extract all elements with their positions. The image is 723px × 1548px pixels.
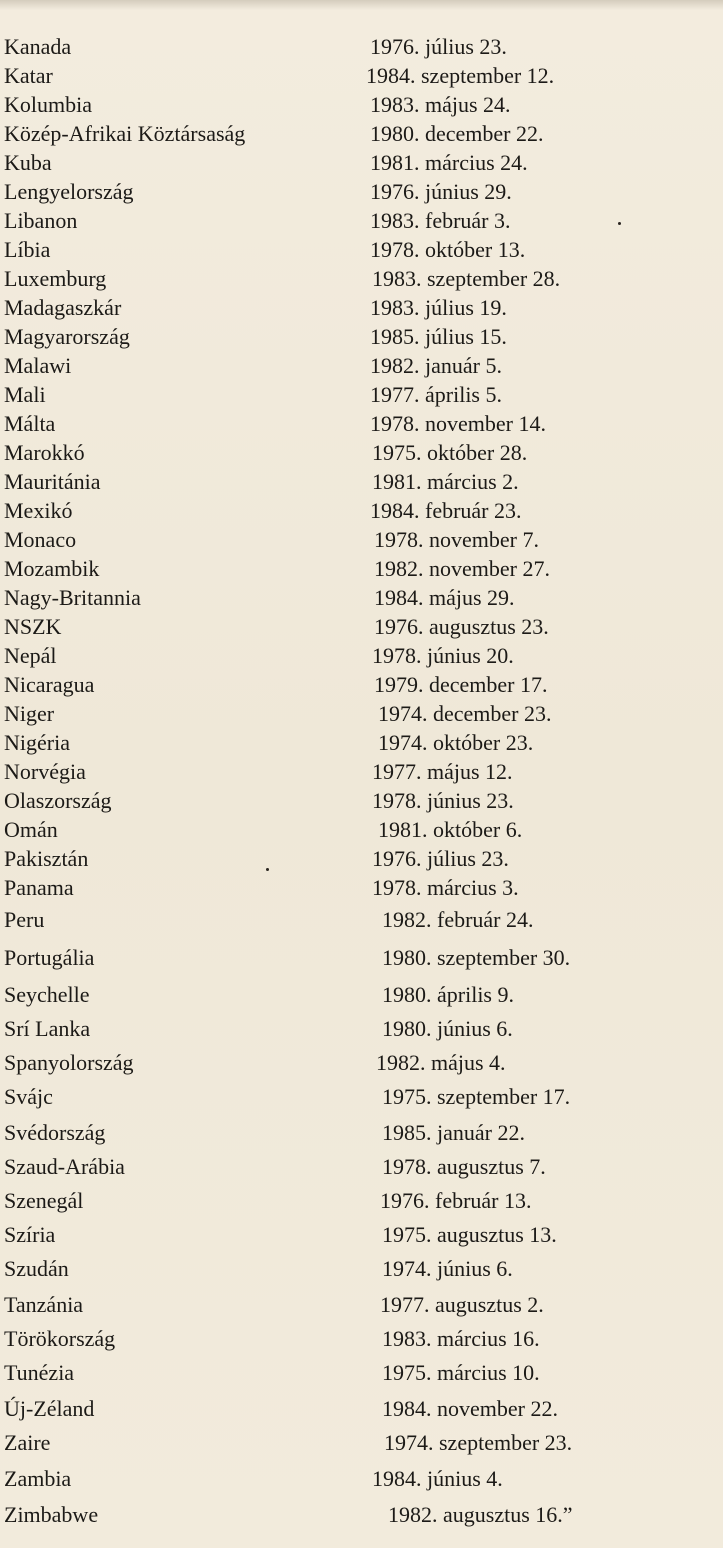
country-name: Líbia	[4, 237, 51, 262]
table-row	[0, 293, 723, 323]
country-name: Lengyelország	[4, 179, 134, 204]
country-name: Seychelle	[4, 982, 90, 1007]
table-row	[0, 873, 723, 903]
country-name: Törökország	[4, 1326, 116, 1351]
date-value: 1984. szeptember 12.	[366, 63, 555, 88]
date-value: 1983. március 16.	[382, 1326, 540, 1351]
date-value: 1975. szeptember 17.	[382, 1084, 571, 1109]
country-name: Tanzánia	[4, 1292, 84, 1317]
date-value: 1976. július 23.	[370, 34, 507, 59]
country-name: Új-Zéland	[4, 1396, 95, 1421]
country-name: Kanada	[4, 34, 72, 59]
table-row	[0, 1186, 723, 1216]
table-row	[0, 206, 723, 236]
country-name: Portugália	[4, 945, 95, 970]
table-row	[0, 757, 723, 787]
date-value: 1974. december 23.	[378, 701, 552, 726]
date-value: 1981. március 24.	[370, 150, 528, 175]
date-value: 1975. október 28.	[372, 440, 528, 465]
country-name: Spanyolország	[4, 1050, 134, 1075]
table-row	[0, 1324, 723, 1354]
country-name: Mexikó	[4, 498, 73, 523]
country-name: Nicaragua	[4, 672, 95, 697]
country-name: Norvégia	[4, 759, 86, 784]
date-value: 1984. február 23.	[370, 498, 522, 523]
table-row	[0, 496, 723, 526]
table-row	[0, 1082, 723, 1112]
table-row	[0, 467, 723, 497]
date-value: 1977. május 12.	[372, 759, 513, 784]
country-name: Panama	[4, 875, 74, 900]
country-name: Mozambik	[4, 556, 100, 581]
table-row	[0, 1464, 723, 1494]
country-name: Szudán	[4, 1256, 69, 1281]
country-name: Luxemburg	[4, 266, 107, 291]
country-name: Tunézia	[4, 1360, 75, 1385]
table-row	[0, 943, 723, 973]
table-row	[0, 32, 723, 62]
date-value: 1974. június 6.	[382, 1256, 513, 1281]
table-row	[0, 409, 723, 439]
date-value: 1984. május 29.	[374, 585, 515, 610]
date-value: 1974. szeptember 23.	[384, 1430, 573, 1455]
date-value: 1978. június 20.	[372, 643, 514, 668]
country-name: Svédország	[4, 1120, 106, 1145]
date-value: 1978. augusztus 7.	[382, 1154, 546, 1179]
table-row	[0, 641, 723, 671]
date-value: 1983. február 3.	[370, 208, 511, 233]
table-row	[0, 905, 723, 935]
date-value: 1982. május 4.	[376, 1050, 506, 1075]
table-row	[0, 728, 723, 758]
date-value: 1982. november 27.	[374, 556, 550, 581]
country-name: Zambia	[4, 1466, 72, 1491]
date-value: 1978. június 23.	[372, 788, 514, 813]
date-value: 1982. január 5.	[370, 353, 502, 378]
table-row	[0, 322, 723, 352]
country-name: Nigéria	[4, 730, 70, 755]
page-edge-shadow	[0, 0, 723, 10]
date-value: 1978. november 7.	[374, 527, 539, 552]
date-value: 1979. december 17.	[374, 672, 548, 697]
table-row	[0, 119, 723, 149]
date-value: 1980. június 6.	[382, 1016, 513, 1041]
table-row	[0, 980, 723, 1010]
table-row	[0, 177, 723, 207]
date-value: 1976. június 29.	[370, 179, 512, 204]
table-row	[0, 815, 723, 845]
date-value: 1980. szeptember 30.	[382, 945, 571, 970]
date-value: 1978. március 3.	[372, 875, 519, 900]
country-name: Szíria	[4, 1222, 56, 1247]
table-row	[0, 1394, 723, 1424]
date-value: 1981. március 2.	[372, 469, 519, 494]
print-speck	[266, 868, 269, 871]
date-value: 1982. február 24.	[382, 907, 534, 932]
country-name: Malawi	[4, 353, 72, 378]
table-row	[0, 1254, 723, 1284]
date-value: 1983. július 19.	[370, 295, 507, 320]
country-name: Katar	[4, 63, 53, 88]
country-name: Monaco	[4, 527, 77, 552]
country-name: Srí Lanka	[4, 1016, 91, 1041]
country-name: Svájc	[4, 1084, 53, 1109]
country-name: Szaud-Arábia	[4, 1154, 125, 1179]
table-row	[0, 786, 723, 816]
table-row	[0, 670, 723, 700]
country-name: Peru	[4, 907, 45, 932]
date-value: 1985. július 15.	[370, 324, 507, 349]
country-name: Kuba	[4, 150, 52, 175]
table-row	[0, 1014, 723, 1044]
date-value: 1978. október 13.	[370, 237, 526, 262]
country-name: Mali	[4, 382, 46, 407]
table-row	[0, 235, 723, 265]
country-name: Magyarország	[4, 324, 130, 349]
date-value: 1976. július 23.	[372, 846, 509, 871]
country-name: Madagaszkár	[4, 295, 122, 320]
table-row	[0, 351, 723, 381]
table-row	[0, 61, 723, 91]
table-row	[0, 699, 723, 729]
date-value: 1983. szeptember 28.	[372, 266, 561, 291]
table-row	[0, 525, 723, 555]
date-value: 1980. december 22.	[370, 121, 544, 146]
table-row	[0, 380, 723, 410]
country-name: Közép-Afrikai Köztársaság	[4, 121, 246, 146]
country-name: Málta	[4, 411, 56, 436]
country-name: Nagy-Britannia	[4, 585, 141, 610]
date-value: 1983. május 24.	[370, 92, 511, 117]
table-row	[0, 612, 723, 642]
country-name: Zaire	[4, 1430, 51, 1455]
table-row	[0, 148, 723, 178]
country-name: Niger	[4, 701, 55, 726]
table-row	[0, 844, 723, 874]
date-value: 1981. október 6.	[378, 817, 523, 842]
table-row	[0, 1500, 723, 1530]
table-row	[0, 438, 723, 468]
country-name: Mauritánia	[4, 469, 101, 494]
date-value: 1980. április 9.	[382, 982, 514, 1007]
date-value: 1976. augusztus 23.	[374, 614, 549, 639]
table-row	[0, 90, 723, 120]
table-row	[0, 1152, 723, 1182]
table-row	[0, 1048, 723, 1078]
country-name: Libanon	[4, 208, 78, 233]
date-value: 1975. augusztus 13.	[382, 1222, 557, 1247]
country-name: NSZK	[4, 614, 62, 639]
table-row	[0, 1358, 723, 1388]
country-name: Szenegál	[4, 1188, 84, 1213]
country-name: Marokkó	[4, 440, 85, 465]
table-row	[0, 1290, 723, 1320]
country-name: Olaszország	[4, 788, 112, 813]
table-row	[0, 1118, 723, 1148]
country-name: Zimbabwe	[4, 1502, 99, 1527]
country-name: Kolumbia	[4, 92, 92, 117]
table-row	[0, 554, 723, 584]
table-row	[0, 264, 723, 294]
date-value: 1975. március 10.	[382, 1360, 540, 1385]
country-name: Omán	[4, 817, 58, 842]
print-speck	[618, 222, 621, 225]
table-row	[0, 1428, 723, 1458]
date-value: 1982. augusztus 16.”	[388, 1502, 573, 1527]
date-value: 1976. február 13.	[380, 1188, 532, 1213]
country-name: Pakisztán	[4, 846, 89, 871]
date-value: 1978. november 14.	[370, 411, 546, 436]
table-row	[0, 583, 723, 613]
table-row	[0, 1220, 723, 1250]
date-value: 1984. június 4.	[372, 1466, 503, 1491]
date-value: 1985. január 22.	[382, 1120, 525, 1145]
date-value: 1977. április 5.	[370, 382, 502, 407]
country-name: Nepál	[4, 643, 57, 668]
date-value: 1974. október 23.	[378, 730, 534, 755]
date-value: 1984. november 22.	[382, 1396, 558, 1421]
date-value: 1977. augusztus 2.	[380, 1292, 544, 1317]
